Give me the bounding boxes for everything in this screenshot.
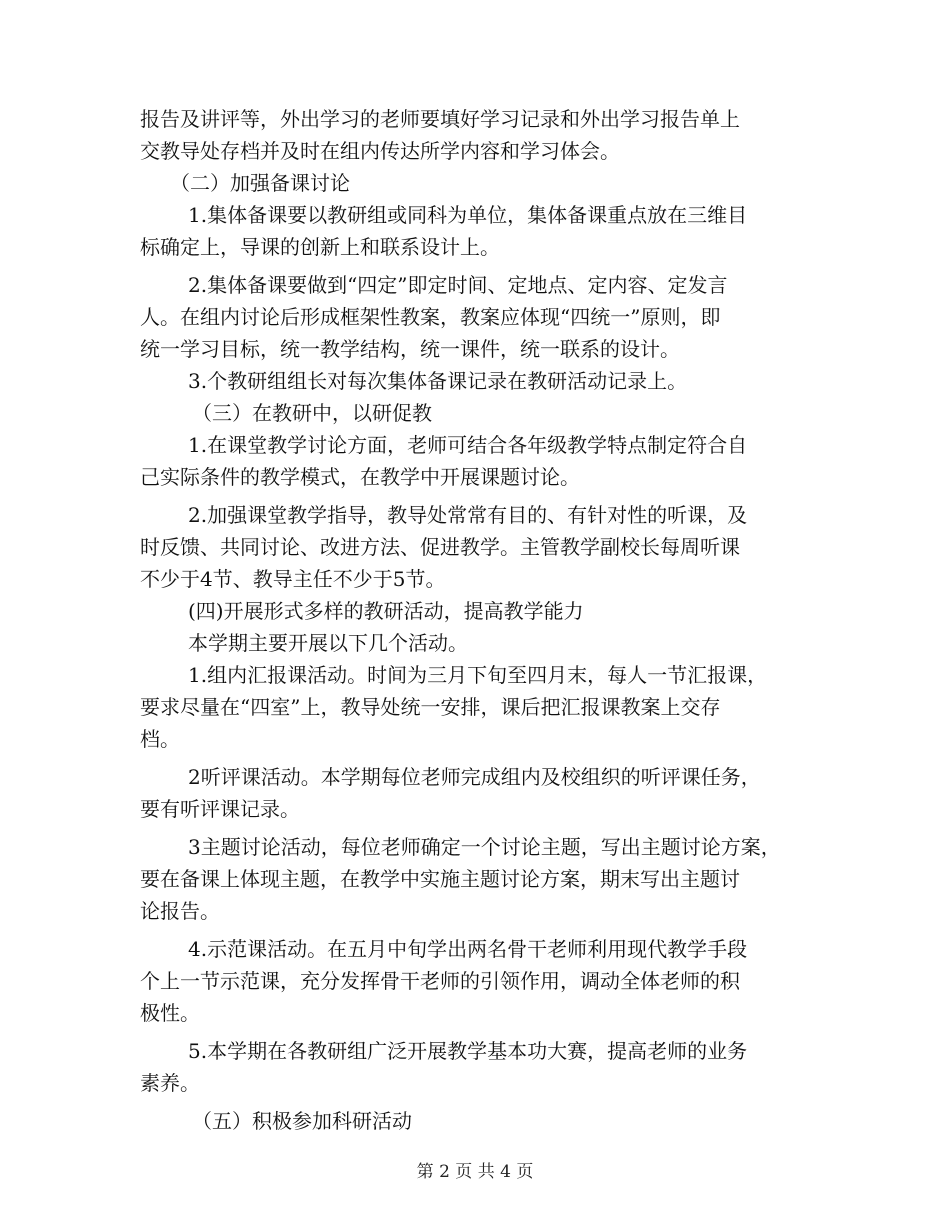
text-line: 要有听评课记录。 — [140, 797, 300, 821]
text-line: 论报告。 — [140, 899, 220, 923]
text-line: 要求尽量在“四室”上，教导处统一安排，课后把汇报课教案上交存 — [140, 695, 721, 719]
text-line: 人。在组内讨论后形成框架性教案，教案应体现“四统一”原则，即 — [140, 305, 721, 329]
section-heading: (四)开展形式多样的教研活动，提高教学能力 — [188, 599, 584, 623]
text-line: 2.加强课堂教学指导，教导处常常有目的、有针对性的听课，及 — [188, 503, 748, 527]
text-line: 3.个教研组组长对每次集体备课记录在教研活动记录上。 — [188, 369, 688, 393]
text-line: 5.本学期在各教研组广泛开展教学基本功大赛，提高老师的业务 — [188, 1039, 748, 1063]
text-line: 统一学习目标，统一教学结构，统一课件，统一联系的设计。 — [140, 337, 680, 361]
document-body — [140, 103, 820, 1137]
section-heading: （二）加强备课讨论 — [170, 171, 350, 195]
section-heading: （三）在教研中，以研促教 — [192, 401, 432, 425]
text-line: 1.在课堂教学讨论方面，老师可结合各年级教学特点制定符合自 — [188, 433, 748, 457]
text-line: 报告及讲评等，外出学习的老师要填好学习记录和外出学习报告单上 — [140, 107, 740, 131]
text-line: 档。 — [140, 727, 180, 751]
text-line: 1.组内汇报课活动。时间为三月下旬至四月末，每人一节汇报课， — [188, 663, 768, 687]
text-line: 4.示范课活动。在五月中旬学出两名骨干老师利用现代教学手段 — [188, 937, 748, 961]
text-line: 1.集体备课要以教研组或同科为单位，集体备课重点放在三维目 — [188, 203, 748, 227]
text-line: 2.集体备课要做到“四定”即定时间、定地点、定内容、定发言 — [188, 273, 728, 297]
text-line: 己实际条件的教学模式，在教学中开展课题讨论。 — [140, 465, 580, 489]
text-line: 本学期主要开展以下几个活动。 — [188, 631, 468, 655]
page-number: 第 2 页 共 4 页 — [416, 1162, 534, 1182]
text-line: 3主题讨论活动，每位老师确定一个讨论主题，写出主题讨论方案， — [188, 835, 781, 859]
text-line: 时反馈、共同讨论、改进方法、促进教学。主管教学副校长每周听课 — [140, 535, 740, 559]
text-line: 标确定上，导课的创新上和联系设计上。 — [140, 235, 500, 259]
text-line: 素养。 — [140, 1071, 200, 1095]
text-line: 要在备课上体现主题，在教学中实施主题讨论方案，期末写出主题讨 — [140, 867, 740, 891]
text-line: 2听评课活动。本学期每位老师完成组内及校组织的听评课任务， — [188, 765, 761, 789]
text-line: 交教导处存档并及时在组内传达所学内容和学习体会。 — [140, 139, 620, 163]
text-line: 不少于4节、教导主任不少于5节。 — [140, 567, 446, 591]
text-line: 极性。 — [140, 1001, 200, 1025]
text-line: 个上一节示范课，充分发挥骨干老师的引领作用，调动全体老师的积 — [140, 969, 740, 993]
section-heading: （五）积极参加科研活动 — [192, 1109, 412, 1133]
